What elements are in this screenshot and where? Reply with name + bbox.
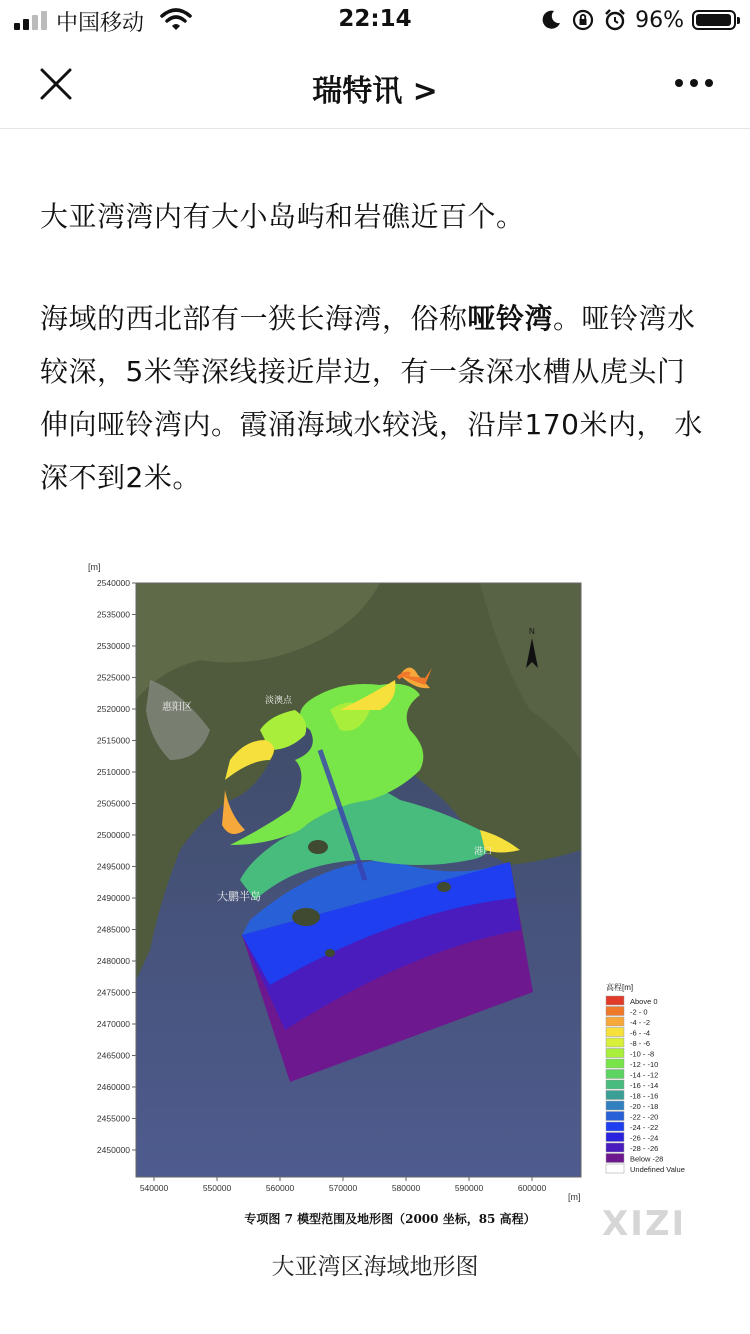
- legend-label: -22 - -20: [630, 1112, 659, 1122]
- account-name-link[interactable]: 瑞特讯 >: [312, 74, 438, 109]
- legend-swatch: [606, 1059, 624, 1068]
- carrier-name: 中国移动: [56, 11, 145, 36]
- terrain-map: [80, 560, 700, 1210]
- paragraph-text: 海域的西北部有一狭长海湾，俗称: [40, 302, 468, 335]
- legend-swatch: [606, 1080, 624, 1089]
- legend-swatch: [606, 1070, 624, 1079]
- legend-label: -8 - -6: [630, 1039, 651, 1048]
- y-tick-label: 2465000: [96, 1050, 130, 1061]
- y-tick-label: 2520000: [96, 704, 130, 714]
- x-axis: [140, 1177, 547, 1193]
- legend-label: -12 - -10: [630, 1060, 659, 1069]
- place-label: 大鹏半岛: [217, 891, 261, 903]
- more-icon[interactable]: [674, 76, 714, 90]
- x-tick-label: 560000: [265, 1183, 295, 1193]
- legend-label: -4 - -2: [630, 1018, 651, 1027]
- battery-level: [696, 14, 731, 26]
- island: [325, 949, 335, 957]
- island: [292, 908, 320, 926]
- x-tick-label: 580000: [391, 1183, 421, 1193]
- legend-swatch: [606, 1091, 624, 1100]
- legend-label: -10 - -8: [630, 1049, 655, 1059]
- legend-swatch: [606, 1154, 624, 1163]
- legend-label: -18 - -16: [630, 1091, 659, 1101]
- place-label: 淡澳点: [265, 695, 293, 705]
- legend-label: Above 0: [630, 997, 658, 1006]
- y-tick-label: 2460000: [96, 1082, 130, 1092]
- alarm-icon: [603, 8, 627, 32]
- y-tick-label: 2450000: [96, 1145, 130, 1155]
- y-tick-label: 2540000: [96, 578, 130, 588]
- island: [437, 882, 451, 892]
- article-paragraph-2: [40, 292, 712, 504]
- legend-swatch: [606, 1143, 624, 1152]
- watermark-logo: XIZI: [602, 1204, 687, 1244]
- image-caption: 大亚湾区海域地形图: [271, 1254, 479, 1280]
- legend-title: 高程[m]: [606, 983, 634, 992]
- x-tick-label: 540000: [139, 1183, 169, 1193]
- battery-percent: 96%: [635, 7, 684, 33]
- x-tick-label: 570000: [328, 1183, 358, 1193]
- article-paragraph-1: 大亚湾湾内有大小岛屿和岩礁近百个。: [40, 200, 525, 233]
- y-tick-label: 2500000: [96, 830, 130, 840]
- legend-swatch: [606, 1028, 624, 1037]
- battery-icon: [692, 10, 736, 30]
- place-label: 惠阳区: [162, 702, 192, 713]
- legend-label: -28 - -26: [630, 1144, 659, 1153]
- y-tick-label: 2515000: [96, 735, 130, 746]
- clock: 22:14: [338, 6, 412, 32]
- legend-swatch: [606, 1038, 624, 1047]
- moon-icon: [539, 8, 563, 32]
- legend-swatch: [606, 1017, 624, 1026]
- y-tick-label: 2455000: [96, 1113, 130, 1124]
- legend-swatch: [606, 1101, 624, 1110]
- legend-label: Undefined Value: [630, 1165, 685, 1174]
- terrain-map-figure[interactable]: [80, 560, 700, 1235]
- island: [308, 840, 328, 854]
- legend-label: -14 - -12: [630, 1070, 659, 1080]
- svg-text:N: N: [529, 627, 535, 636]
- legend-label: -20 - -18: [630, 1102, 659, 1111]
- y-tick-label: 2485000: [96, 924, 130, 935]
- legend-swatch: [606, 1122, 624, 1131]
- legend-label: Below -28: [630, 1154, 664, 1164]
- y-tick-label: 2510000: [96, 767, 130, 777]
- y-axis: [97, 578, 136, 1155]
- y-tick-label: 2525000: [96, 672, 130, 683]
- x-tick-label: 550000: [202, 1183, 232, 1193]
- nav-bar: [0, 40, 750, 129]
- y-tick-label: 2530000: [96, 641, 130, 651]
- figure-inner-caption: 专项图 7 模型范围及地形图（2000 坐标，85 高程）: [244, 1212, 536, 1226]
- legend-label: -16 - -14: [630, 1081, 659, 1090]
- legend-swatch: [606, 996, 624, 1005]
- place-label: 港口: [474, 846, 493, 856]
- legend-swatch: [606, 1112, 624, 1121]
- y-unit: [m]: [88, 562, 101, 572]
- y-tick-label: 2535000: [96, 609, 130, 620]
- paragraph-text: 。哑铃湾水较深，5米等深线接近岸边，有一条深水槽从虎头门伸向哑铃湾内。霞涌海域水较浅，沿岸170米内， 水深不到2米。: [40, 302, 703, 494]
- legend-swatch: [606, 1133, 624, 1142]
- y-tick-label: 2470000: [96, 1019, 130, 1029]
- bold-term: 哑铃湾: [467, 302, 554, 335]
- status-bar: [0, 0, 750, 40]
- legend-swatch: [606, 1049, 624, 1058]
- y-tick-label: 2475000: [96, 987, 130, 998]
- y-tick-label: 2505000: [96, 798, 130, 809]
- legend-swatch: [606, 1164, 624, 1173]
- y-tick-label: 2495000: [96, 861, 130, 872]
- y-tick-label: 2490000: [96, 893, 130, 903]
- x-unit: [m]: [568, 1192, 581, 1202]
- x-tick-label: 600000: [517, 1183, 547, 1193]
- legend: [606, 996, 685, 1174]
- legend-label: -2 - 0: [630, 1007, 648, 1017]
- y-tick-label: 2480000: [96, 956, 130, 966]
- rotation-lock-icon: [571, 8, 595, 32]
- legend-label: -26 - -24: [630, 1133, 659, 1143]
- x-tick-label: 590000: [454, 1183, 484, 1193]
- legend-label: -24 - -22: [630, 1123, 659, 1132]
- legend-label: -6 - -4: [630, 1028, 651, 1038]
- legend-swatch: [606, 1007, 624, 1016]
